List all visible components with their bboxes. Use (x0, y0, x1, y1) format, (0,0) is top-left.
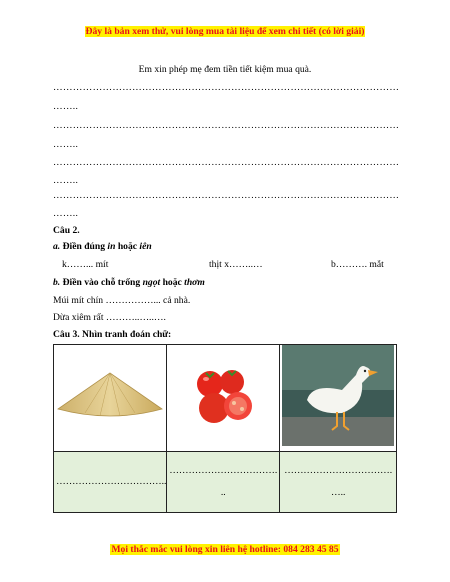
answer-blank: …………………………….. (56, 476, 167, 487)
answer-cell[interactable] (280, 452, 397, 513)
answer-cell[interactable] (167, 452, 280, 513)
question-2-title: Câu 2. (53, 225, 80, 236)
writing-line: …………………………………………………………………………………………… (53, 120, 400, 131)
blank-item: b………. mắt (331, 259, 384, 270)
writing-line: …………………………………………………………………………………………… (53, 157, 400, 168)
blank-item: k……... mít (62, 259, 109, 270)
prompt-text: Điền đúng (62, 241, 105, 252)
intro-sentence: Em xin phép mẹ đem tiền tiết kiệm mua quà. (138, 64, 312, 75)
question-2b-prompt (53, 277, 205, 289)
writing-line-tail: …….. (53, 175, 79, 186)
image-cell (167, 345, 280, 452)
writing-line-tail: …….. (53, 208, 79, 219)
preview-banner (0, 26, 450, 38)
hotline-footer (0, 544, 450, 556)
blank-item: thịt x……..… (209, 259, 263, 270)
sentence-blank: Dừa xiêm rất ………..…..…. (53, 312, 166, 323)
prompt-option: thơm (184, 277, 205, 288)
image-cell (280, 345, 397, 452)
writing-line-tail: …….. (53, 101, 79, 112)
image-cell (54, 345, 167, 452)
prompt-option: in (107, 241, 116, 252)
sentence-blank: Múi mít chín ……………... cả nhà. (53, 295, 191, 306)
prompt-text: hoặc (162, 277, 182, 288)
conical-hat-image (55, 371, 165, 421)
part-letter: a. (53, 241, 61, 252)
answer-blank: ……………………………. .. (169, 465, 278, 498)
hotline-text: Mọi thắc mắc vui lòng xin liên hệ hotline: 084 283 45 85 (111, 544, 339, 555)
question-2a-prompt (53, 241, 152, 253)
preview-banner-text: Đây là bản xem thử, vui lòng mua tài liệu để xem chi tiết (có lời giải) (85, 26, 365, 37)
prompt-text: hoặc (117, 241, 138, 252)
part-letter: b. (53, 277, 61, 288)
answer-cell[interactable] (54, 452, 167, 513)
question-3-title: Câu 3. Nhìn tranh đoán chữ: (53, 329, 172, 340)
prompt-option: ngọt (142, 277, 161, 288)
picture-table (53, 344, 397, 513)
duck-image (282, 345, 394, 446)
writing-line: …………………………………………………………………………………………… (53, 82, 400, 93)
prompt-option: iên (139, 241, 152, 252)
writing-line: …………………………………………………………………………………………… (53, 190, 400, 201)
tomatoes-image (188, 366, 258, 426)
writing-line-tail: …….. (53, 139, 79, 150)
answer-blank: ……………………………. ….. (284, 465, 393, 498)
prompt-text: Điền vào chỗ trống (62, 277, 141, 288)
